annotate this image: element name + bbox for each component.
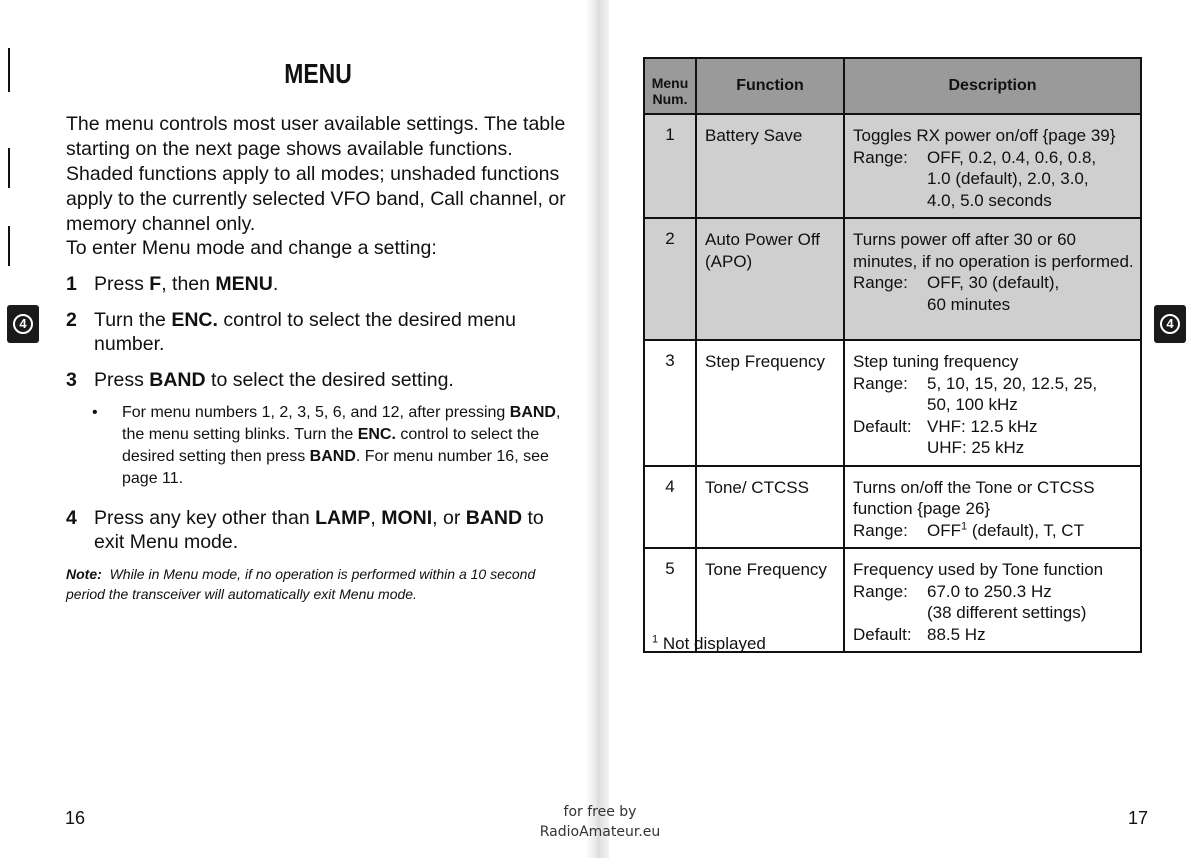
page-number-right: 17 (1128, 808, 1149, 828)
function-cell: Auto Power Off (APO) (696, 218, 844, 340)
note-label: Note: (66, 566, 102, 582)
step-text: Turn the ENC. control to select the desired menu number. (94, 309, 517, 355)
function-cell: Tone/ CTCSS (696, 466, 844, 549)
step-text: Press BAND to select the desired setting. (94, 369, 454, 391)
footer-line-2: RadioAmateur.eu (539, 824, 661, 840)
header-description: Description (844, 58, 1141, 114)
note-text: While in Menu mode, if no operation is performed within a 10 second period the transceiver will automatically exit Menu mode. (66, 566, 536, 602)
description-cell: Step tuning frequency Range: 5, 10, 15, 20, 12.5, 25, 50, 100 kHz Default: VHF: 12.5 kHz UHF: 25 kHz (844, 340, 1141, 466)
description-cell: Toggles RX power on/off {page 39} Range: OFF, 0.2, 0.4, 0.6, 0.8, 1.0 (default), 2.0, 3.0, 4.0, 5.0 seconds (844, 114, 1141, 218)
bullet-text: For menu numbers 1, 2, 3, 5, 6, and 12, after pressing BAND, the menu setting blinks. Turn the ENC. control to select the desired setting then press BAND. For menu number 16, see page 11. (122, 404, 561, 487)
footer-credit (500, 802, 700, 842)
menu-table (643, 57, 1142, 653)
step-number: 4 (66, 507, 77, 529)
footer-line-1: for free by (563, 804, 637, 820)
page-title: MENU (284, 58, 352, 89)
chapter-tab-left (7, 305, 39, 343)
chapter-number: 4 (1160, 314, 1180, 334)
menu-num-cell: 1 (644, 114, 696, 218)
description-cell: Turns on/off the Tone or CTCSS function {page 26} Range: OFF$^1$ (default), T, CT (844, 466, 1141, 549)
bullet-dot: • (92, 404, 98, 421)
page-number-left: 16 (65, 808, 86, 828)
menu-num-cell: 4 (644, 466, 696, 549)
step-number: 3 (66, 369, 77, 391)
table-row (644, 466, 1141, 549)
table-row (644, 340, 1141, 466)
table-header-row (644, 58, 1141, 114)
function-cell: Tone Frequency (696, 548, 844, 652)
chapter-tab-right (1154, 305, 1186, 343)
instructions-lead: To enter Menu mode and change a setting: (66, 237, 437, 259)
left-page (0, 0, 596, 858)
chapter-number: 4 (13, 314, 33, 334)
step-number: 2 (66, 309, 77, 331)
table-row (644, 114, 1141, 218)
table-row (644, 218, 1141, 340)
header-menu-num: Menu Num. (644, 58, 696, 114)
footnote: $^1$ Not displayed (652, 633, 766, 653)
step-text: Press F, then MENU. (94, 273, 279, 295)
header-function: Function (696, 58, 844, 114)
menu-num-cell: 5 (644, 548, 696, 652)
function-cell: Step Frequency (696, 340, 844, 466)
intro-paragraph: The menu controls most user available settings. The table starting on the next page shows available functions. Shaded functions apply to all modes; unshaded functions apply to the currently selected VFO band, Call channel, or memory channel only. (66, 113, 566, 235)
description-cell: Frequency used by Tone function Range: 67.0 to 250.3 Hz (38 different settings) Default: 88.5 Hz (844, 548, 1141, 652)
function-cell: Battery Save (696, 114, 844, 218)
menu-num-cell: 2 (644, 218, 696, 340)
step-text: Press any key other than LAMP, MONI, or BAND to exit Menu mode. (94, 507, 544, 553)
note (66, 564, 566, 604)
description-cell: Turns power off after 30 or 60 minutes, if no operation is performed. Range: OFF, 30 (default), 60 minutes (844, 218, 1141, 340)
menu-num-cell: 3 (644, 340, 696, 466)
step-number: 1 (66, 273, 77, 295)
